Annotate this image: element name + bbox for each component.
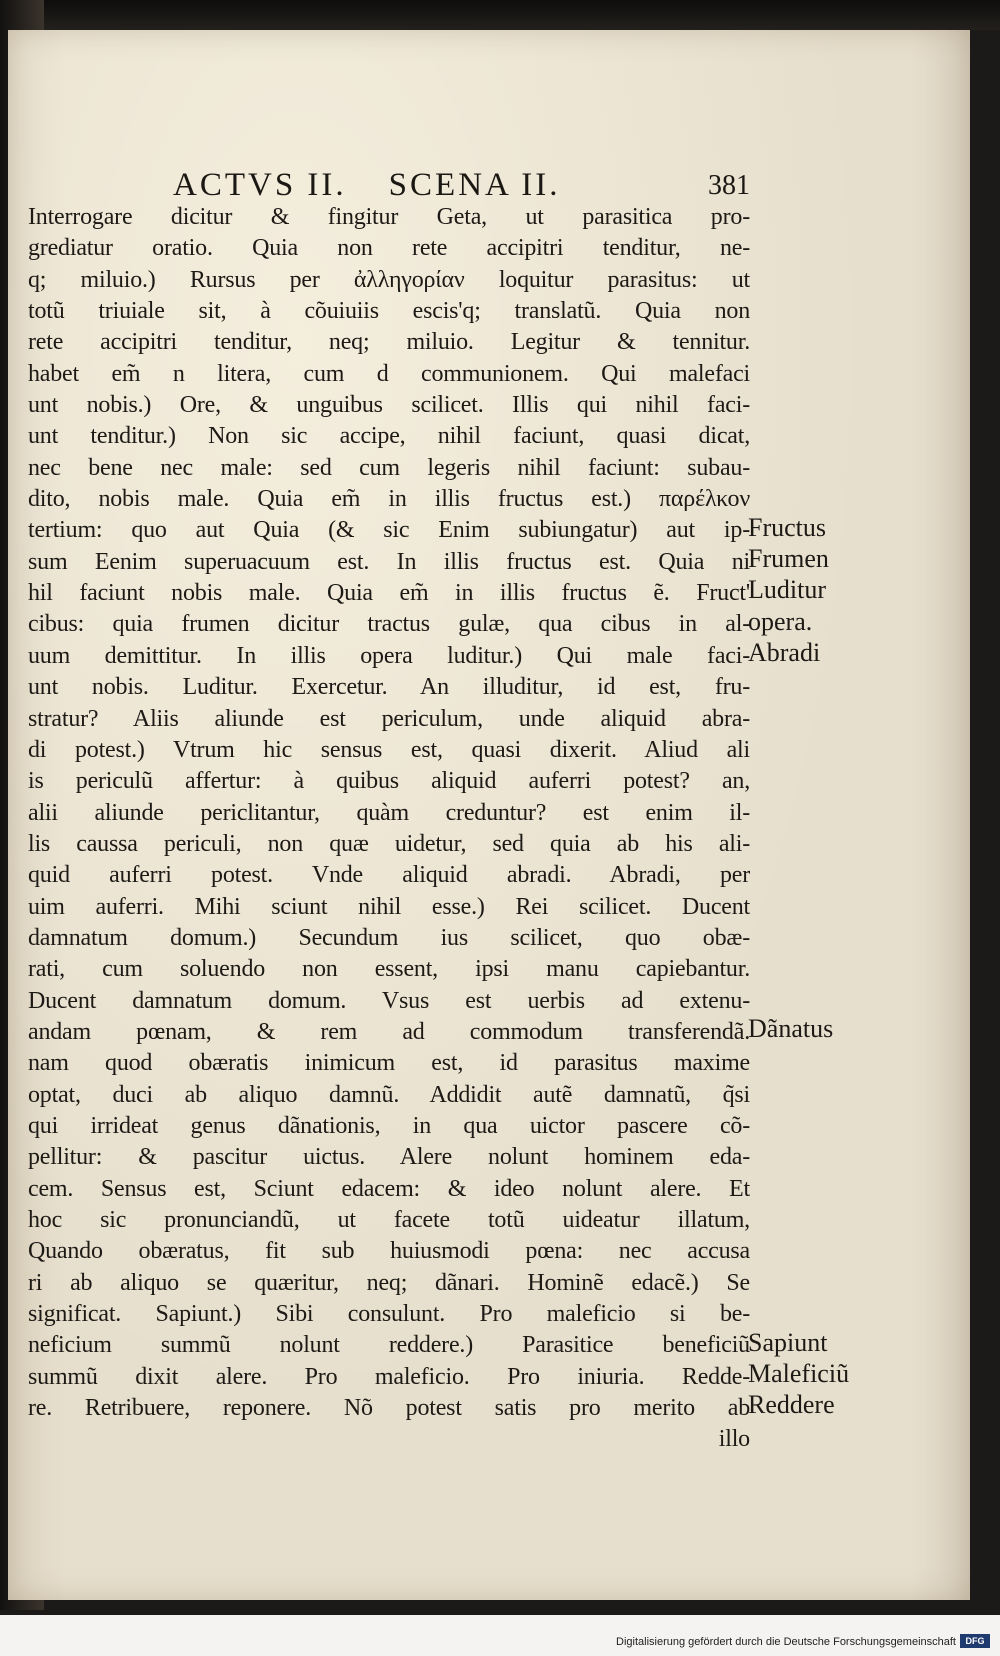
text-line: grediatur oratio. Quia non rete accipitri tenditur, ne- — [28, 235, 750, 262]
text-line: significat. Sapiunt.) Sibi consulunt. Pro maleficio si be- — [28, 1301, 750, 1328]
text-line: uum demittitur. In illis opera luditur.) Qui male faci- — [28, 642, 750, 669]
text-line: summũ dixit alere. Pro maleficio. Pro iniuria. Redde- — [28, 1363, 750, 1390]
text-line: is periculũ affertur: à quibus aliquid auferri potest? an, — [28, 768, 750, 795]
text-line: Quando obæratus, fit sub huiusmodi pœna: nec accusa — [28, 1238, 750, 1265]
text-line: re. Retribuere, reponere. Nõ potest satis pro merito ab — [28, 1395, 750, 1422]
text-line: rati, cum soluendo non essent, ipsi manu capiebantur. — [28, 956, 750, 983]
text-line: unt nobis.) Ore, & unguibus scilicet. Illis qui nihil faci- — [28, 392, 750, 419]
margin-note: Frumen — [748, 543, 829, 573]
text-line: damnatum domum.) Secundum ius scilicet, quo obæ- — [28, 924, 750, 951]
text-line: nam quod obæratis inimicum est, id parasitus maxime — [28, 1050, 750, 1077]
margin-note: Fructus — [748, 512, 826, 542]
text-line: neficium summũ nolunt reddere.) Parasitice beneficiũ — [28, 1332, 750, 1359]
text-line: illo — [718, 1426, 750, 1453]
scan-top-border — [0, 0, 1000, 30]
text-line: ri ab aliquo se quæritur, neq; dãnari. Hominẽ edacẽ.) Se — [28, 1269, 750, 1296]
text-line: alii aliunde periclitantur, quàm creduntur? est enim il- — [28, 799, 750, 826]
margin-note: Reddere — [748, 1390, 835, 1420]
digitization-credit: Digitalisierung gefördert durch die Deutsche Forschungsgemeinschaft — [616, 1636, 956, 1648]
text-line: cibus: quia frumen dicitur tractus gulæ, qua cibus in al- — [28, 611, 750, 638]
text-line: Interrogare dicitur & fingitur Geta, ut parasitica pro- — [28, 204, 750, 230]
text-line: dito, nobis male. Quia em̃ in illis fructus est.) παρέλκον — [28, 486, 750, 513]
text-line: uim auferri. Mihi sciunt nihil esse.) Rei scilicet. Ducent — [28, 893, 750, 920]
text-line: andam pœnam, & rem ad commodum transferendã. — [28, 1018, 750, 1045]
text-line: optat, duci ab aliquo damnũ. Addidit autẽ damnatũ, q̃si — [28, 1081, 750, 1108]
text-line: lis caussa periculi, non quæ uidetur, sed quia ab his ali- — [28, 830, 750, 857]
margin-note: Luditur — [748, 575, 826, 605]
commentary-text — [28, 202, 750, 1456]
dfg-logo: DFG — [960, 1634, 990, 1648]
text-line: hil faciunt nobis male. Quia em̃ in illis fructus ẽ. Fruct' — [28, 580, 750, 607]
text-line: hoc sic pronunciandũ, ut facete totũ uideatur illatum, — [28, 1207, 750, 1233]
text-line: Ducent damnatum domum. Vsus est uerbis ad extenu- — [28, 987, 750, 1014]
book-page — [8, 30, 970, 1600]
text-line: totũ triuiale sit, à cõuiuiis escis'q; translatũ. Quia non — [28, 298, 750, 325]
text-line: unt nobis. Luditur. Exercetur. An illuditur, id est, fru- — [28, 674, 750, 701]
text-line: nec bene nec male: sed cum legeris nihil faciunt: subau- — [28, 454, 750, 481]
text-line: q; miluio.) Rursus per ἀλληγορίαν loquitur parasitus: ut — [28, 266, 750, 293]
running-head-scena: SCENA II. — [388, 166, 561, 203]
margin-note: Dãnatus — [748, 1014, 834, 1044]
text-line: rete accipitri tenditur, neq; miluio. Legitur & tennitur. — [28, 329, 750, 356]
text-line: qui irrideat genus dãnationis, in qua uictor pascere cõ- — [28, 1112, 750, 1139]
text-line: cem. Sensus est, Sciunt edacem: & ideo nolunt alere. Et — [28, 1175, 750, 1202]
margin-note: Maleficiũ — [748, 1358, 850, 1388]
text-line: pellitur: & pascitur uictus. Alere nolunt hominem eda- — [28, 1144, 750, 1171]
running-head-actus: ACTVS II. — [173, 166, 347, 203]
text-line: quid auferri potest. Vnde aliquid abradi. Abradi, per — [28, 862, 750, 889]
text-line: di potest.) Vtrum hic sensus est, quasi dixerit. Aliud ali — [28, 736, 750, 763]
margin-note: opera. — [748, 606, 813, 636]
text-line: sum Eenim superuacuum est. In illis fructus est. Quia ni — [28, 548, 750, 575]
running-head — [173, 165, 763, 205]
text-line: tertium: quo aut Quia (& sic Enim subiungatur) aut ip- — [28, 517, 750, 544]
margin-note: Abradi — [748, 637, 821, 667]
page-number: 381 — [708, 170, 750, 201]
text-line: unt tenditur.) Non sic accipe, nihil faciunt, quasi dicat, — [28, 423, 750, 450]
margin-note: Sapiunt — [748, 1327, 828, 1357]
text-line: habet em̃ n litera, cum d communionem. Qui malefaci — [28, 360, 750, 387]
text-line: stratur? Aliis aliunde est periculum, unde aliquid abra- — [28, 705, 750, 732]
